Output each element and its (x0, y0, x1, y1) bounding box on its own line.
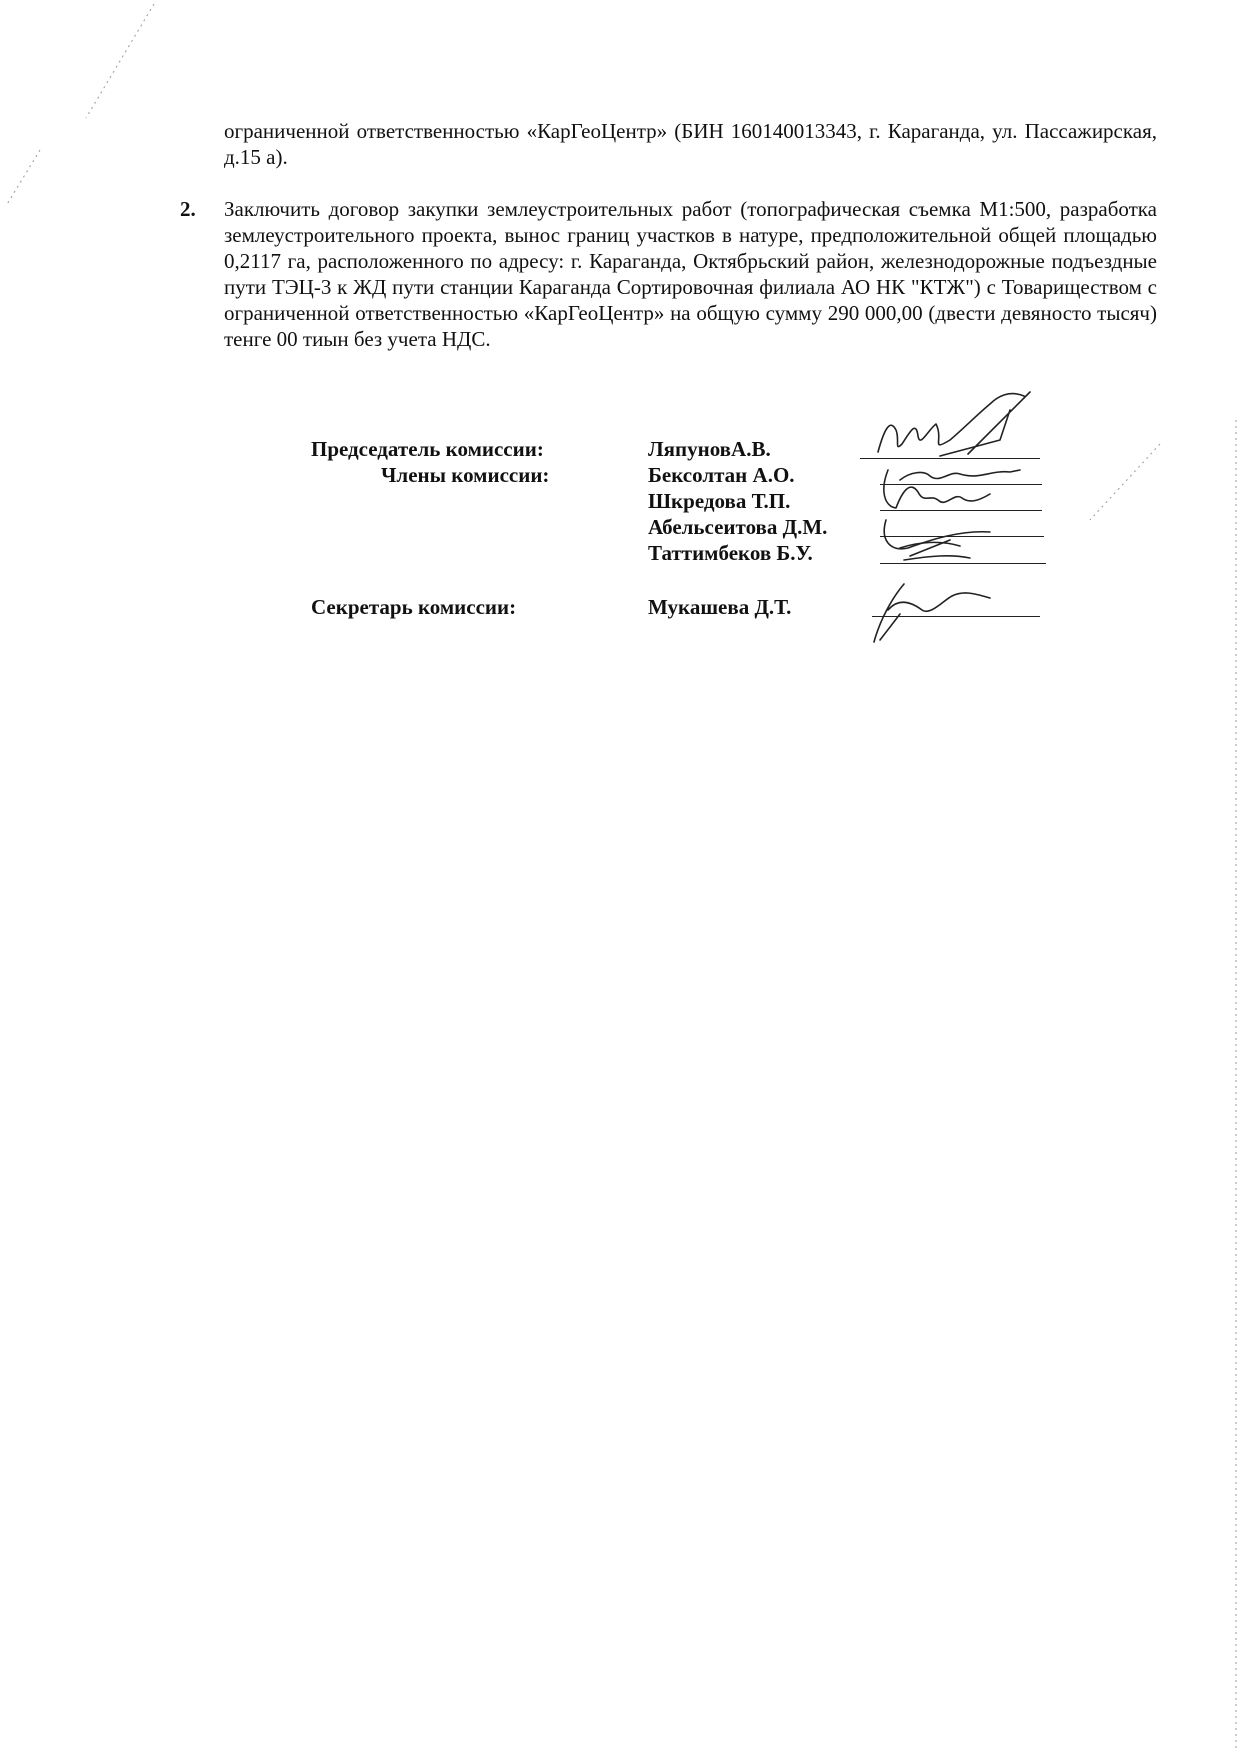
scan-artifact (86, 4, 154, 118)
member-signature (900, 470, 1020, 480)
secretary-label: Секретарь комиссии: (311, 595, 517, 619)
signature-line (880, 536, 1044, 537)
signature-line (880, 510, 1042, 511)
secretary-name: Мукашева Д.Т. (648, 595, 792, 619)
signature-line (880, 563, 1046, 564)
member-name: Бексолтан А.О. (648, 463, 795, 487)
signature-line (872, 616, 1040, 617)
scan-artifact (1090, 444, 1160, 520)
scan-artifact (6, 150, 40, 206)
member-name: Таттимбеков Б.У. (648, 541, 813, 565)
item-2-text: Заключить договор закупки землеустроительных работ (топографическая съемка М1:500, разработка землеустроительного проекта, вынос границ участков в натуре, предположительной общей площадью 0,2117 га, расположенного по адресу: г. Караганда, Октябрьский район, железнодорожные подъездные пути ТЭЦ-3 к ЖД пути станции Караганда Сортировочная филиала АО НК "КТЖ") с Товариществом с ограниченной ответственностью «КарГеоЦентр» на общую сумму 290 000,00 (двести девяносто тысяч) тенге 00 тиын без учета НДС. (224, 197, 1157, 351)
chairman-name: ЛяпуновА.В. (648, 437, 771, 461)
chairman-label: Председатель комиссии: (311, 437, 544, 461)
member-name: Шкредова Т.П. (648, 489, 791, 513)
member-name: Абельсеитова Д.М. (648, 515, 828, 539)
members-label: Члены комиссии: (381, 463, 550, 487)
item-number: 2. (180, 197, 196, 221)
secretary-signature (874, 584, 990, 642)
member-signature (900, 540, 970, 560)
signature-line (860, 458, 1040, 459)
paragraph-continuation: ограниченной ответственностью «КарГеоЦентр» (БИН 160140013343, г. Караганда, ул. Пассажирская, д.15 а). (224, 119, 1157, 169)
signature-line (880, 484, 1042, 485)
member-signature (884, 470, 990, 508)
chairman-signature (878, 392, 1030, 456)
member-signature (884, 520, 990, 549)
